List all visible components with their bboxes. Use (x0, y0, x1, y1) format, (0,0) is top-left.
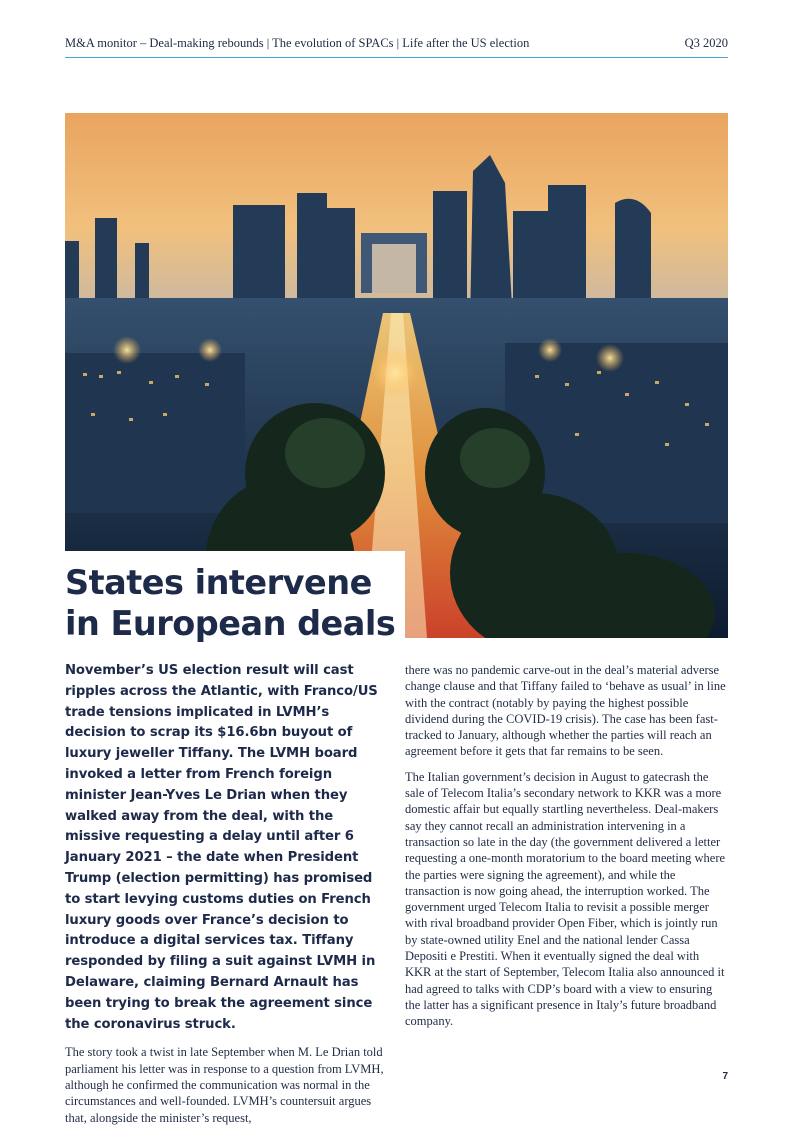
body-paragraph-1: The story took a twist in late September when M. Le Drian told parliament his letter was in response to a question from LVMH, although he confirmed the communication was normal in the circumstances and well-founded. LVMH’s countersuit argues that, alongside the minister’s request, (65, 1045, 384, 1125)
body-paragraph-2: there was no pandemic carve-out in the deal’s material adverse change clause and that Tiffany failed to ‘behave as usual’ in line with the contract (notably by paying the highest possible dividend during the COVID-19 crisis). The case has been fast-tracked to January, although whether the parties will reach an agreement before it gets that far remains to be seen. (405, 663, 726, 759)
right-column (405, 662, 728, 1030)
issue-label: Q3 2020 (684, 36, 728, 50)
body-paragraph-3: The Italian government’s decision in August to gatecrash the sale of Telecom Italia’s secondary network to KKR was a more domestic affair but equally startling nevertheless. Deal-makers say they cannot recall an administration intervening in a transaction so late in the day (the government delivered a letter requesting a one-month moratorium to the board meeting where the parties were signing the agreement), and while the transaction is now going ahead, the interruption worked. The government urged Telecom Italia to revisit a possible merger with rival broadband provider Open Fiber, which is jointly run by state-owned utility Enel and the national lender Cassa Depositi e Prestiti. When it eventually signed the deal with KKR at the start of September, Telecom Italia also announced it had agreed to talks with CDP’s board with a view to ensuring the latter has a significant presence in Italy’s future broadband company. (405, 769, 726, 1029)
article-title: States intervene in European deals (65, 563, 396, 643)
running-header (65, 36, 728, 56)
page-number: 7 (722, 1071, 728, 1082)
breadcrumb: M&A monitor – Deal-making rebounds | The evolution of SPACs | Life after the US election (65, 36, 530, 50)
header-rule (65, 57, 728, 58)
lead-paragraph: November’s US election result will cast ripples across the Atlantic, with Franco/US trade tensions implicated in LVMH’s decision to scrap its $16.6bn buyout of luxury jeweller Tiffany. The LVMH board invoked a letter from French foreign minister Jean-Yves Le Drian when they walked away from the deal, with the missive requesting a delay until after 6 January 2021 – the date when President Trump (election permitting) has promised to start levying customs duties on French luxury goods over France’s decision to introduce a digital services tax. Tiffany responded by filing a suit against LVMH in Delaware, claiming Bernard Arnault has been trying to break the agreement since the coronavirus struck. (65, 663, 378, 1032)
left-column (65, 661, 385, 1126)
